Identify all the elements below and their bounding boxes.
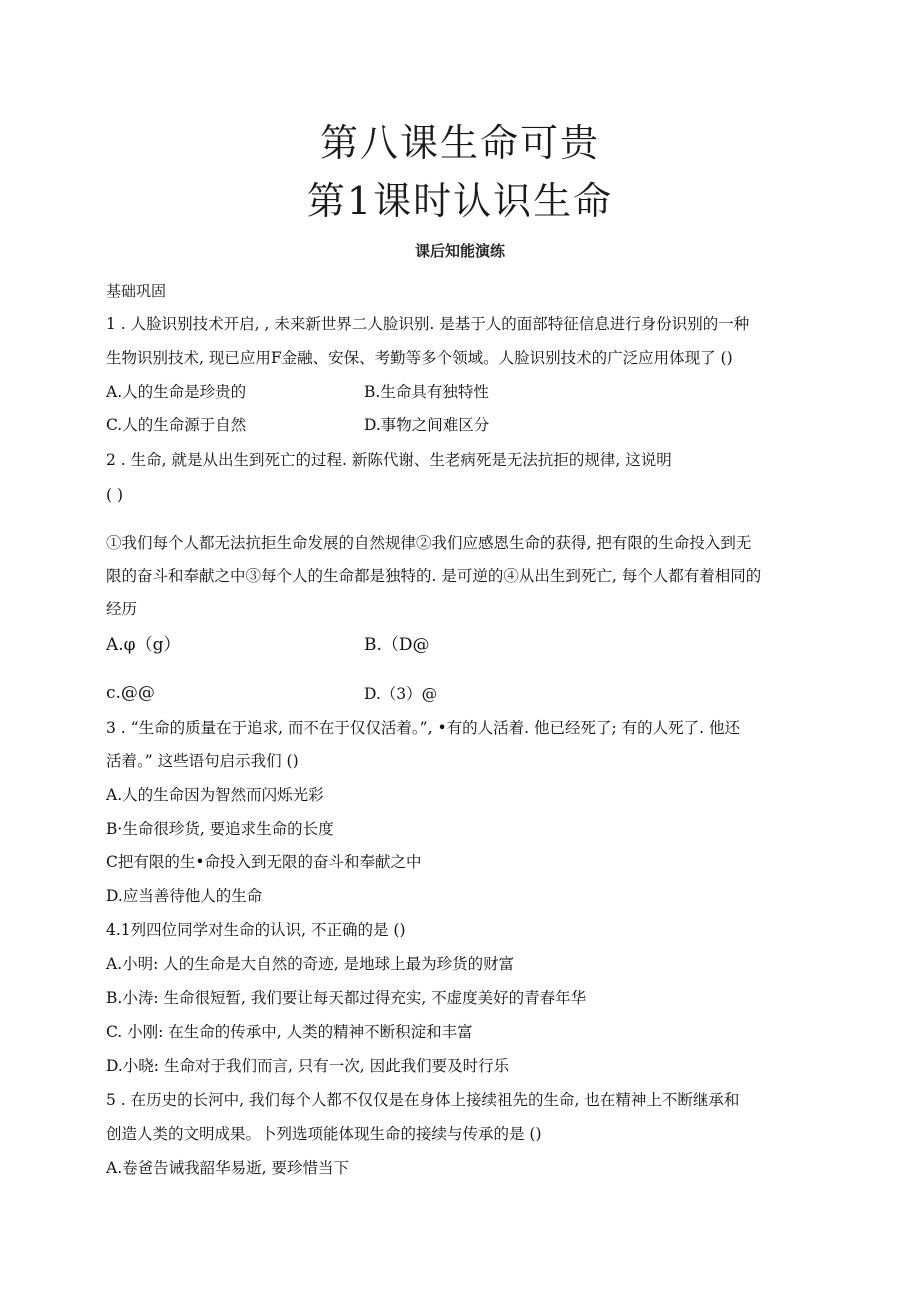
q2-option-d: D.（3）@ bbox=[364, 685, 438, 703]
q1-stem-line1: 1 . 人脸识别技术开启, , 未来新世界二人脸识别. 是基于人的面部特征信息进行身份识别的一种 bbox=[106, 315, 750, 333]
section-subtitle: 课后知能演练 bbox=[414, 242, 505, 260]
q5-option-a: A.卷爸告诫我韶华易逝, 要珍惜当下 bbox=[106, 1159, 349, 1177]
q3-option-c: C把有限的生•命投入到无限的奋斗和奉献之中 bbox=[106, 853, 422, 871]
q3-stem-line1: 3 . “生命的质量在于追求, 而不在于仅仅活着。”, •有的人活着. 他已经死了; 有的人死了. 他还 bbox=[106, 719, 740, 737]
q4-stem: 4.1列四位同学对生命的认识, 不正确的是 () bbox=[106, 921, 406, 939]
q4-option-a: A.小明: 人的生命是大自然的奇迹, 是地球上最为珍货的财富 bbox=[106, 955, 515, 973]
q4-option-d: D.小晓: 生命对于我们而言, 只有一次, 因此我们要及时行乐 bbox=[106, 1057, 510, 1075]
q1-option-b: B.生命具有独特性 bbox=[364, 383, 489, 401]
q2-stem-line2: ( ) bbox=[106, 486, 124, 504]
q1-option-c: C.人的生命源于自然 bbox=[106, 416, 247, 434]
q5-stem-line2: 创造人类的文明成果。卜列选项能体现生命的接续与传承的是 () bbox=[106, 1125, 542, 1143]
q2-statements-line1: ①我们每个人都无法抗拒生命发展的自然规律②我们应感恩生命的获得, 把有限的生命投入到无 bbox=[106, 534, 752, 552]
q1-option-d: D.事物之间难区分 bbox=[364, 416, 490, 434]
q2-statements-line2: 限的奋斗和奉献之中③每个人的生命都是独特的. 是可逆的④从出生到死亡, 每个人都有着相同的 bbox=[106, 567, 762, 585]
q3-stem-line2: 活着。” 这些语句启示我们 () bbox=[106, 752, 299, 770]
q5-stem-line1: 5 . 在历史的长河中, 我们每个人都不仅仅是在身体上接续祖先的生命, 也在精神上不断继承和 bbox=[106, 1091, 740, 1109]
q2-option-a: A.φ（g） bbox=[106, 635, 181, 655]
q2-stem-line1: 2 . 生命, 就是从出生到死亡的过程. 新陈代谢、生老病死是无法抗拒的规律, 这说明 bbox=[106, 451, 672, 469]
q2-option-c: c.@@ bbox=[106, 683, 155, 703]
lesson-title: 第八课生命可贵 bbox=[319, 121, 600, 165]
section-heading: 基础巩固 bbox=[106, 282, 167, 300]
q4-option-b: B.小涛: 生命很短暂, 我们要让每天都过得充实, 不虚度美好的青春年华 bbox=[106, 989, 587, 1007]
q1-option-a: A.人的生命是珍贵的 bbox=[106, 383, 247, 401]
q3-option-d: D.应当善待他人的生命 bbox=[106, 887, 263, 905]
q2-statements-line3: 经历 bbox=[106, 600, 138, 618]
q4-option-c: C. 小刚: 在生命的传承中, 人类的精神不断积淀和丰富 bbox=[106, 1023, 473, 1041]
q3-option-a: A.人的生命因为智然而闪烁光彩 bbox=[106, 786, 324, 804]
q3-option-b: B·生命很珍货, 要追求生命的长度 bbox=[106, 820, 334, 838]
q1-stem-line2: 生物识别技术, 现已应用F金融、安保、考勤等多个领域。人脸识别技术的广泛应用体现了 () bbox=[106, 349, 733, 367]
q2-option-b: B.（D@ bbox=[364, 635, 430, 655]
period-title: 第1课时认识生命 bbox=[306, 179, 614, 223]
